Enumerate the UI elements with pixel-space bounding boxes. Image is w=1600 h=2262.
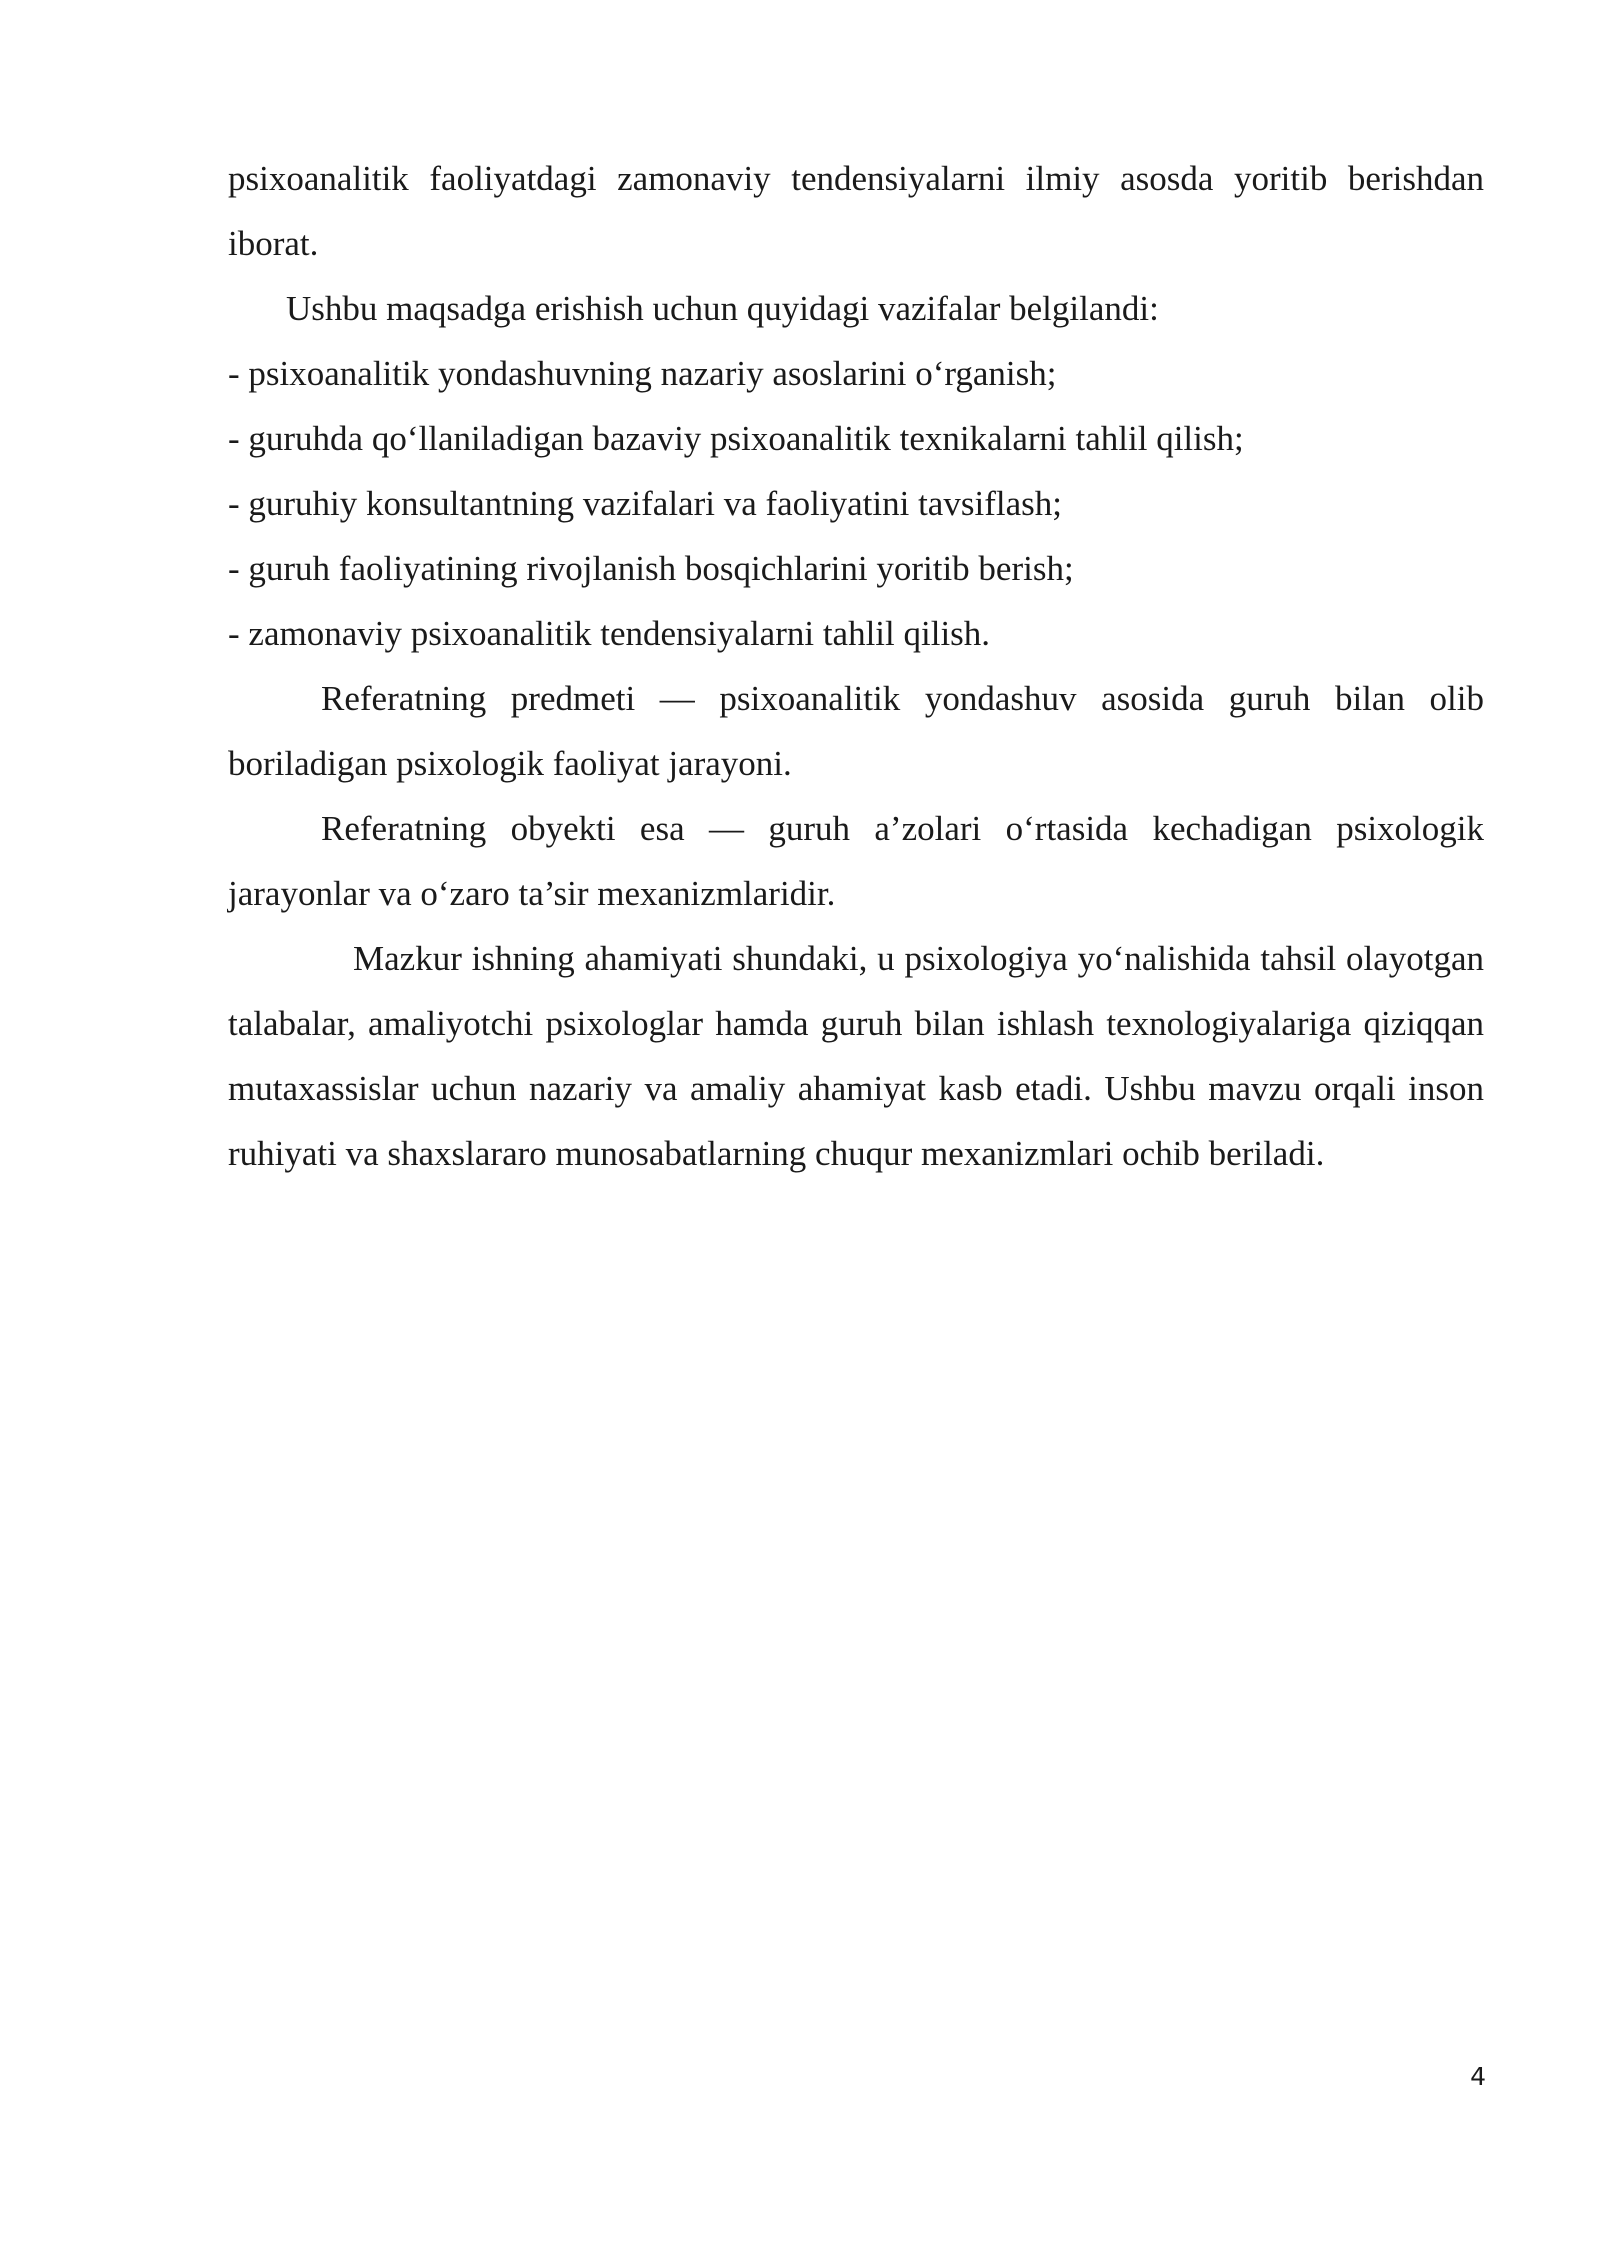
tasks-list (228, 341, 1484, 666)
object-paragraph: Referatning obyekti esa — guruh a’zolari o‘rtasida kechadigan psixologik jarayonlar va o‘zaro ta’sir mexanizmlaridir. (228, 809, 1484, 913)
page-number: 4 (1470, 2062, 1486, 2091)
intro-paragraph-continuation: psixoanalitik faoliyatdagi zamonaviy tendensiyalarni ilmiy asosda yoritib berishdan iborat. (228, 159, 1484, 263)
task-item: - zamonaviy psixoanalitik tendensiyalarni tahlil qilish. (228, 614, 991, 653)
task-item: - guruhda qo‘llaniladigan bazaviy psixoanalitik texnikalarni tahlil qilish; (228, 419, 1244, 458)
tasks-intro-paragraph: Ushbu maqsadga erishish uchun quyidagi vazifalar belgilandi: (286, 289, 1159, 328)
document-body (228, 146, 1484, 1186)
task-item: - guruh faoliyatining rivojlanish bosqichlarini yoritib berish; (228, 549, 1074, 588)
significance-paragraph: Mazkur ishning ahamiyati shundaki, u psixologiya yo‘nalishida tahsil olayotgan talabalar, amaliyotchi psixologlar hamda guruh bilan ishlash texnologiyalariga qiziqqan mutaxassislar uchun nazariy va amaliy ahamiyat kasb etadi. Ushbu mavzu orqali inson ruhiyati va shaxslararo munosabatlarning chuqur mexanizmlari ochib beriladi. (228, 939, 1484, 1173)
subject-paragraph: Referatning predmeti — psixoanalitik yondashuv asosida guruh bilan olib boriladigan psixologik faoliyat jarayoni. (228, 679, 1484, 783)
task-item: - psixoanalitik yondashuvning nazariy asoslarini o‘rganish; (228, 354, 1057, 393)
task-item: - guruhiy konsultantning vazifalari va faoliyatini tavsiflash; (228, 484, 1062, 523)
